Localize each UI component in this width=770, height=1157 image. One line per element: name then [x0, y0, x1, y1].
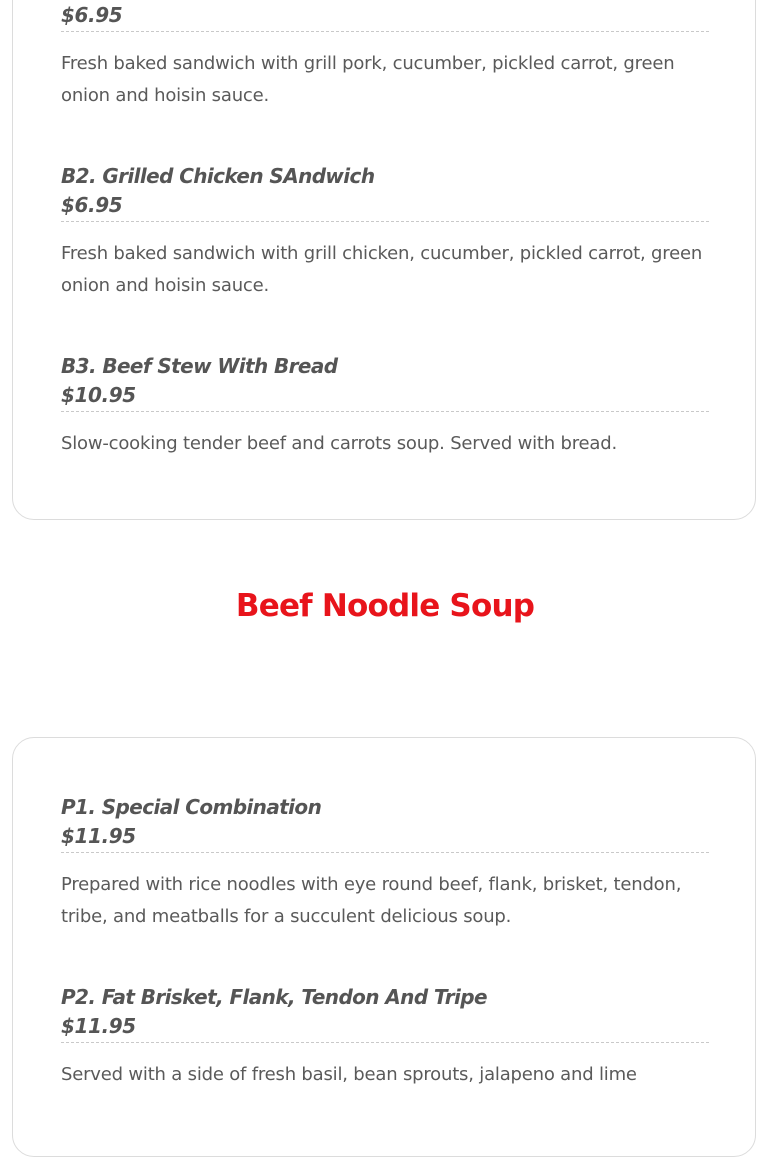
item-divider: [61, 852, 709, 853]
item-divider: [61, 221, 709, 222]
item-price: $10.95: [61, 383, 136, 407]
item-divider: [61, 1042, 709, 1043]
item-description: Prepared with rice noodles with eye round beef, flank, brisket, tendon, tribe, and meatballs for a succulent delicious soup.: [61, 874, 682, 927]
item-description: Slow-cooking tender beef and carrots soup. Served with bread.: [61, 433, 617, 454]
item-price: $11.95: [61, 1014, 136, 1038]
item-title: B2. Grilled Chicken SAndwich: [61, 164, 375, 188]
item-price: $6.95: [61, 193, 123, 217]
menu-item-b1: [61, 1, 709, 112]
section-heading-beef-noodle-soup: Beef Noodle Soup: [235, 588, 535, 624]
item-description: Served with a side of fresh basil, bean sprouts, jalapeno and lime: [61, 1064, 637, 1085]
menu-item-b3: [61, 352, 709, 460]
item-price: $11.95: [61, 824, 136, 848]
menu-item-p2: [61, 983, 709, 1091]
item-divider: [61, 411, 709, 412]
item-title: P2. Fat Brisket, Flank, Tendon And Tripe: [61, 985, 487, 1009]
menu-item-p1: [61, 793, 709, 933]
item-divider: [61, 31, 709, 32]
item-title: B3. Beef Stew With Bread: [61, 354, 338, 378]
item-price: $6.95: [61, 3, 123, 27]
menu-item-b2: [61, 162, 709, 302]
item-description: Fresh baked sandwich with grill pork, cucumber, pickled carrot, green onion and hoisin sauce.: [61, 53, 675, 106]
item-description: Fresh baked sandwich with grill chicken, cucumber, pickled carrot, green onion and hoisin sauce.: [61, 243, 703, 296]
item-title: P1. Special Combination: [61, 795, 322, 819]
